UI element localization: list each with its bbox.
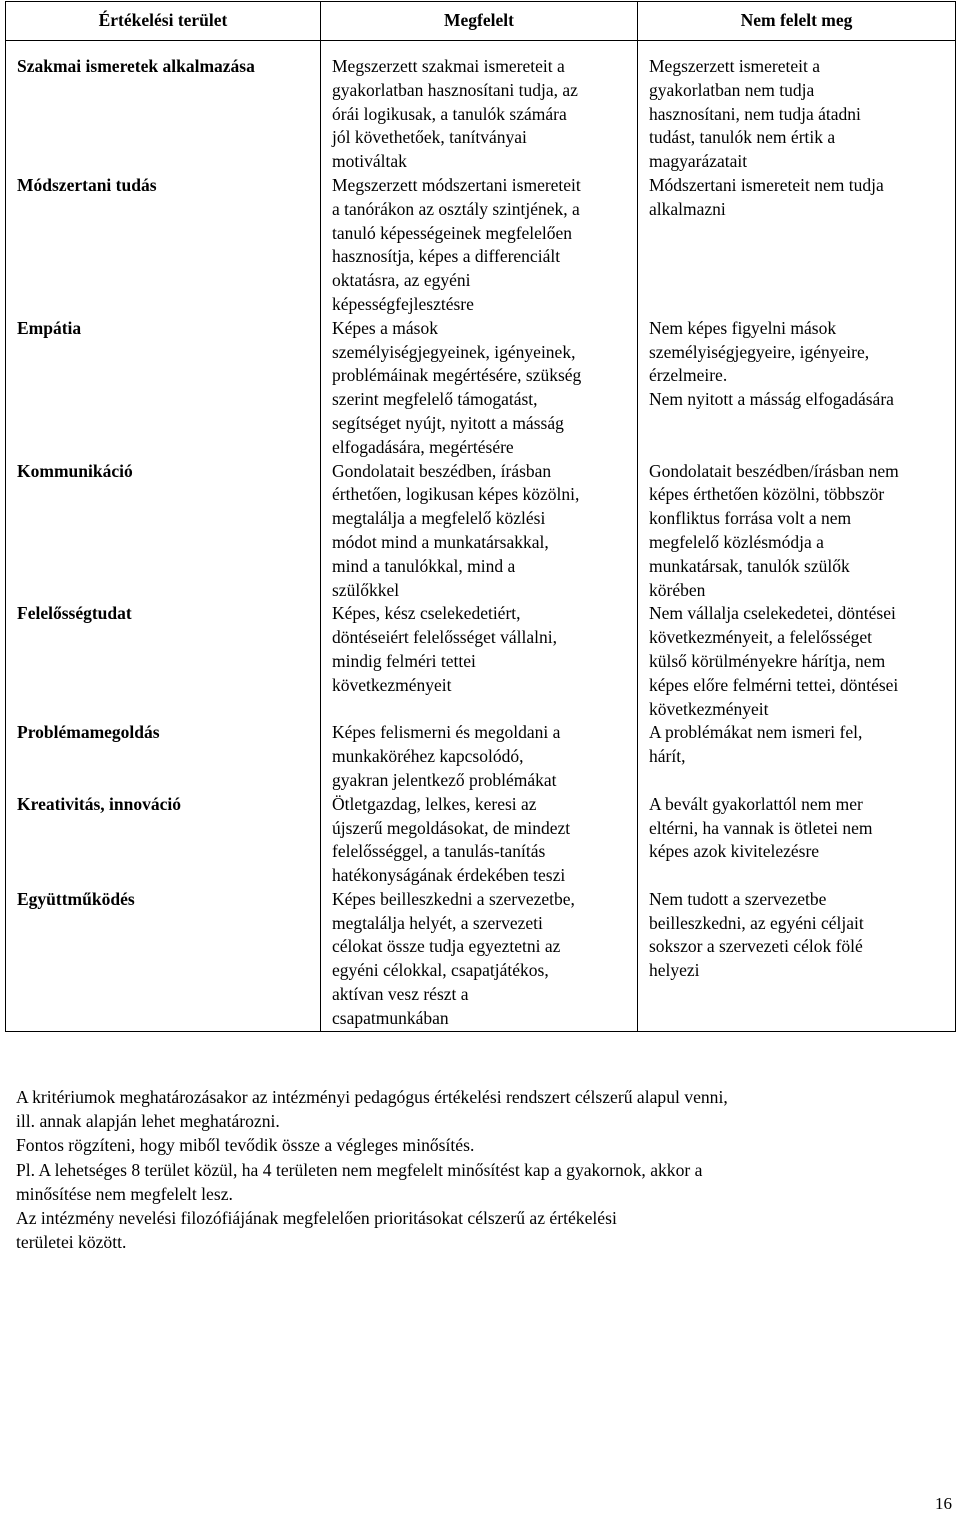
cell-text-line: jól követhetőek, tanítványai	[332, 127, 527, 148]
cell-text-line: Képes beilleszkedni a szervezetbe,	[332, 888, 575, 909]
note-paragraph	[16, 1133, 946, 1157]
cell-text-line: aktívan vesz részt a	[332, 984, 469, 1005]
evaluation-area-cell: Felelősségtudat	[6, 602, 321, 721]
not-met-criteria-cell	[638, 888, 956, 1031]
cell-text-line: Képes a mások	[332, 317, 438, 338]
note-line: Fontos rögzíteni, hogy miből tevődik össze a végleges minősítés.	[16, 1135, 475, 1156]
cell-text-line: egyéni célokkal, csapatjátékos,	[332, 960, 549, 981]
table-row	[6, 174, 956, 317]
evaluation-area-cell: Szakmai ismeretek alkalmazása	[6, 41, 321, 174]
met-criteria-cell	[321, 721, 638, 792]
cell-text-line: következményeit, a felelősséget	[649, 627, 873, 648]
not-met-criteria-cell	[638, 793, 956, 888]
not-met-criteria-cell	[638, 602, 956, 721]
evaluation-area-cell: Kreativitás, innováció	[6, 793, 321, 888]
cell-text-line: döntéseiért felelősséget vállalni,	[332, 627, 557, 648]
cell-text-line: érzelmeire.	[649, 365, 728, 386]
header-evaluation-area: Értékelési terület	[6, 2, 321, 41]
cell-text-line: mindig felméri tettei	[332, 650, 476, 671]
evaluation-area-cell: Módszertani tudás	[6, 174, 321, 317]
met-criteria-cell	[321, 602, 638, 721]
cell-text-line: gyakorlatban nem tudja	[649, 79, 815, 100]
cell-text-line: megtalálja helyét, a szervezeti	[332, 912, 543, 933]
cell-text-line: hatékonyságának érdekében teszi	[332, 865, 566, 886]
cell-text-line: következményeit	[332, 674, 452, 695]
cell-text-line: tudást, tanulók nem értik a	[649, 127, 836, 148]
cell-text-line: személyiségjegyeire, igényeire,	[649, 341, 870, 362]
table-row	[6, 317, 956, 460]
header-met: Megfelelt	[321, 2, 638, 41]
table-row	[6, 41, 956, 174]
met-criteria-cell	[321, 174, 638, 317]
cell-text-line: képességfejlesztésre	[332, 293, 474, 314]
cell-text-line: külső körülményekre hárítja, nem	[649, 650, 886, 671]
cell-text-line: problémáinak megértésére, szükség	[332, 365, 582, 386]
cell-text-line	[332, 698, 633, 722]
cell-text-line: szülőkkel	[332, 579, 400, 600]
note-line: minősítése nem megfelelt lesz.	[16, 1183, 233, 1204]
note-line: A kritériumok meghatározásakor az intézményi pedagógus értékelési rendszert célszerű alapul venni,	[16, 1087, 728, 1107]
cell-text-line: munkaköréhez kapcsolódó,	[332, 746, 524, 767]
cell-text-line: gyakorlatban hasznosítani tudja, az	[332, 79, 578, 100]
cell-text-line: a tanórákon az osztály szintjének, a	[332, 198, 580, 219]
cell-text-line: Megszerzett szakmai ismereteit a	[332, 56, 565, 76]
cell-text-line: Képes felismerni és megoldani a	[332, 722, 561, 743]
met-criteria-cell	[321, 317, 638, 460]
cell-text-line: következményeit	[649, 698, 769, 719]
cell-text-line: Megszerzett módszertani ismereteit	[332, 174, 581, 195]
cell-text-line: munkatársak, tanulók szülők	[649, 555, 850, 576]
cell-text-line: módot mind a munkatársakkal,	[332, 531, 549, 552]
not-met-criteria-cell	[638, 460, 956, 603]
note-line: ill. annak alapján lehet meghatározni.	[16, 1111, 280, 1132]
note-paragraph	[16, 1085, 946, 1133]
not-met-criteria-cell	[638, 721, 956, 792]
table-header-row	[6, 2, 956, 41]
note-paragraph	[16, 1158, 946, 1206]
evaluation-area-cell: Kommunikáció	[6, 460, 321, 603]
cell-text-line: megtalálja a megfelelő közlési	[332, 508, 546, 529]
notes-section	[16, 1085, 946, 1254]
note-line: Az intézmény nevelési filozófiájának megfelelően prioritásokat célszerű az értékelési	[16, 1208, 617, 1229]
cell-text-line: oktatásra, az egyéni	[332, 270, 471, 291]
cell-text-line: szerint megfelelő támogatást,	[332, 389, 538, 410]
cell-text-line: megfelelő közlésmódja a	[649, 531, 824, 552]
table-row	[6, 721, 956, 792]
cell-text-line: Nem nyitott a másság elfogadására	[649, 389, 894, 410]
evaluation-area-cell: Problémamegoldás	[6, 721, 321, 792]
cell-text-line: Ötletgazdag, lelkes, keresi az	[332, 793, 537, 814]
cell-text-line: mind a tanulókkal, mind a	[332, 555, 516, 576]
note-line: területei között.	[16, 1232, 127, 1253]
cell-text-line: hasznosítja, képes a differenciált	[332, 246, 561, 267]
cell-text-line: képes azok kivitelezésre	[649, 841, 820, 862]
cell-text-line: csapatmunkában	[332, 1007, 449, 1028]
table-row	[6, 460, 956, 603]
evaluation-table	[5, 1, 956, 1032]
met-criteria-cell	[321, 41, 638, 174]
cell-text-line: hárít,	[649, 746, 686, 767]
cell-text-line: sokszor a szervezeti célok fölé	[649, 936, 863, 957]
cell-text-line: Gondolatait beszédben, írásban	[332, 460, 552, 481]
table-row	[6, 602, 956, 721]
cell-text-line: motiváltak	[332, 151, 407, 172]
cell-text-line: hasznosítani, nem tudja átadni	[649, 103, 861, 124]
cell-text-line: képes érthetően közölni, többször	[649, 484, 885, 505]
header-not-met: Nem felelt meg	[638, 2, 956, 41]
met-criteria-cell	[321, 888, 638, 1031]
table-row	[6, 888, 956, 1031]
cell-text-line: helyezi	[649, 960, 700, 981]
cell-text-line: célokat össze tudja egyeztetni az	[332, 936, 561, 957]
cell-text-line: Képes, kész cselekedetiért,	[332, 603, 521, 624]
cell-text-line: újszerű megoldásokat, de mindezt	[332, 817, 571, 838]
page-number: 16	[935, 1494, 952, 1513]
cell-text-line: Nem vállalja cselekedetei, döntései	[649, 603, 896, 624]
cell-text-line: tanuló képességeinek megfelelően	[332, 222, 573, 243]
cell-text-line: Megszerzett ismereteit a	[649, 56, 821, 76]
cell-text-line: Módszertani ismereteit nem tudja	[649, 174, 884, 195]
cell-text-line: személyiségjegyeinek, igényeinek,	[332, 341, 576, 362]
cell-text-line: Nem képes figyelni mások	[649, 317, 837, 338]
cell-text-line: beilleszkedni, az egyéni céljait	[649, 912, 864, 933]
note-line: Pl. A lehetséges 8 terület közül, ha 4 területen nem megfelelt minősítést kap a gyakornok, akkor a	[16, 1159, 703, 1180]
evaluation-area-cell: Együttműködés	[6, 888, 321, 1031]
cell-text-line: körében	[649, 579, 706, 600]
cell-text-line: Nem tudott a szervezetbe	[649, 888, 827, 909]
not-met-criteria-cell	[638, 317, 956, 460]
table-body	[6, 41, 956, 1032]
table-row	[6, 793, 956, 888]
cell-text-line: elfogadására, megértésére	[332, 436, 514, 457]
met-criteria-cell	[321, 460, 638, 603]
cell-text-line: érthetően, logikusan képes közölni,	[332, 484, 580, 505]
cell-text-line: felelősséggel, a tanulás-tanítás	[332, 841, 546, 862]
cell-text-line: magyarázatait	[649, 151, 748, 172]
cell-text-line: A problémákat nem ismeri fel,	[649, 722, 863, 743]
cell-text-line: konfliktus forrása volt a nem	[649, 508, 852, 529]
cell-text-line: gyakran jelentkező problémákat	[332, 769, 557, 790]
cell-text-line: segítséget nyújt, nyitott a másság	[332, 412, 564, 433]
not-met-criteria-cell	[638, 41, 956, 174]
cell-text-line: órái logikusak, a tanulók számára	[332, 103, 567, 124]
cell-text-line: A bevált gyakorlattól nem mer	[649, 793, 863, 814]
not-met-criteria-cell	[638, 174, 956, 317]
met-criteria-cell	[321, 793, 638, 888]
note-paragraph	[16, 1206, 946, 1254]
evaluation-area-cell: Empátia	[6, 317, 321, 460]
cell-text-line: képes előre felmérni tettei, döntései	[649, 674, 899, 695]
cell-text-line: eltérni, ha vannak is ötletei nem	[649, 817, 873, 838]
cell-text-line: alkalmazni	[649, 198, 726, 219]
cell-text-line: Gondolatait beszédben/írásban nem	[649, 460, 899, 481]
